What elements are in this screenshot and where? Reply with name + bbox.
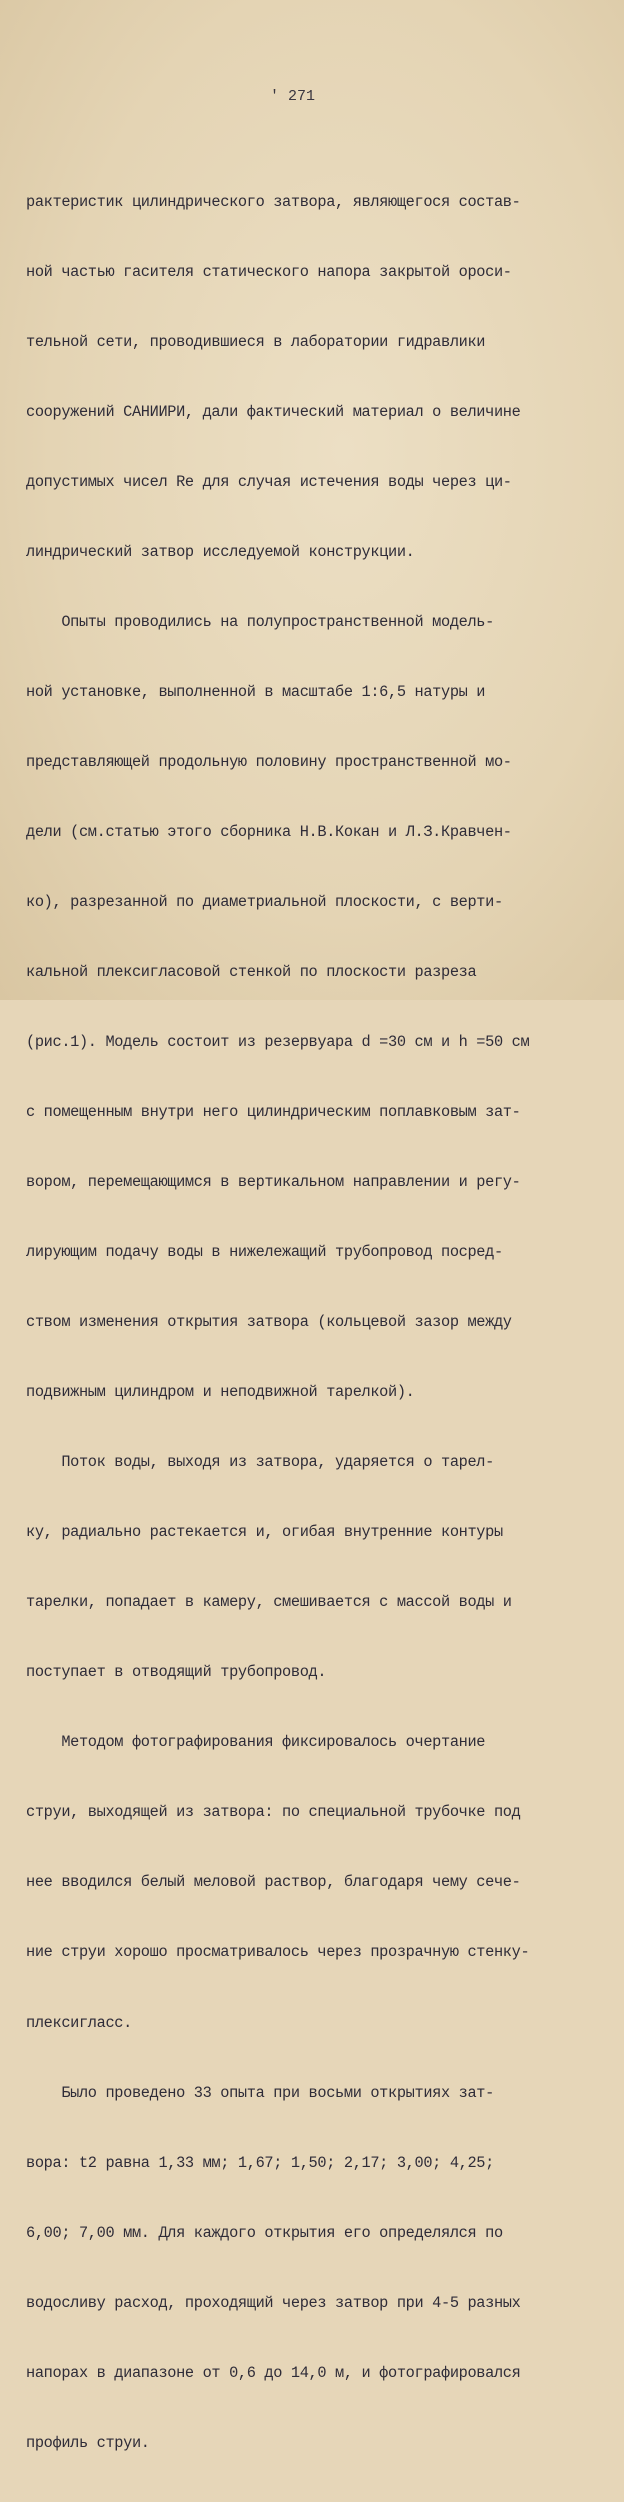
text-line: представляющей продольную половину пространственной мо-	[26, 752, 512, 771]
text-line: рактеристик цилиндрического затвора, являющегося состав-	[26, 192, 521, 211]
text-line: 6,00; 7,00 мм. Для каждого открытия его определялся по	[26, 2223, 503, 2242]
text-line: допустимых чисел Re для случая истечения воды через ци-	[26, 472, 512, 491]
text-line: ние струи хорошо просматривалось через прозрачную стенку-	[26, 1943, 530, 1962]
text-line: лирующим подачу воды в нижележащий трубопровод посред-	[26, 1243, 503, 1262]
text-line: водосливу расход, проходящий через затвор при 4-5 разных	[26, 2293, 521, 2312]
text-line: тарелки, попадает в камеру, смешивается с массой воды и	[26, 1593, 512, 1612]
text-line: ством изменения открытия затвора (кольцевой зазор между	[26, 1313, 512, 1332]
text-line: плексигласс.	[26, 2013, 132, 2032]
text-line: Методом фотографирования фиксировалось очертание	[26, 1733, 486, 1752]
text-line: Было проведено 33 опыта при восьми открытиях зат-	[26, 2083, 494, 2102]
text-line: ной установке, выполненной в масштабе 1:6,5 натуры и	[26, 682, 486, 701]
text-line: кальной плексигласовой стенкой по плоскости разреза	[26, 963, 477, 982]
text-line: тельной сети, проводившиеся в лаборатории гидравлики	[26, 332, 486, 351]
text-line: с помещенным внутри него цилиндрическим поплавковым зат-	[26, 1103, 521, 1122]
text-line: профиль струи.	[26, 2433, 150, 2452]
text-line: (рис.1). Модель состоит из резервуара d =30 см и h =50 см	[26, 1033, 530, 1052]
text-line: напорах в диапазоне от 0,6 до 14,0 м, и фотографировался	[26, 2363, 521, 2382]
text-line: линдрический затвор исследуемой конструкции.	[26, 542, 415, 561]
text-line: Поток воды, выходя из затвора, ударяется о тарел-	[26, 1453, 494, 1472]
text-line: поступает в отводящий трубопровод.	[26, 1663, 327, 1682]
text-line: вором, перемещающимся в вертикальном направлении и регу-	[26, 1173, 521, 1192]
text-line: дели (см.статью этого сборника Н.В.Кокан и Л.З.Кравчен-	[26, 822, 512, 841]
text-line: нее вводился белый меловой раствор, благодаря чему сече-	[26, 1873, 521, 1892]
text-line: ку, радиально растекается и, огибая внутренние контуры	[26, 1523, 503, 1542]
text-line: подвижным цилиндром и неподвижной тарелкой).	[26, 1383, 415, 1402]
page-number: ' 271	[270, 88, 316, 105]
text-line: Опыты проводились на полупространственной модель-	[26, 612, 494, 631]
text-line: сооружений САНИИРИ, дали фактический материал о величине	[26, 402, 521, 421]
text-line: струи, выходящей из затвора: по специальной трубочке под	[26, 1803, 521, 1822]
text-line: ко), разрезанной по диаметриальной плоскости, с верти-	[26, 893, 503, 911]
text-line: вора: t2 равна 1,33 мм; 1,67; 1,50; 2,17; 3,00; 4,25;	[26, 2153, 494, 2172]
text-line: ной частью гасителя статического напора закрытой ороси-	[26, 262, 512, 281]
body-text	[26, 144, 586, 2502]
